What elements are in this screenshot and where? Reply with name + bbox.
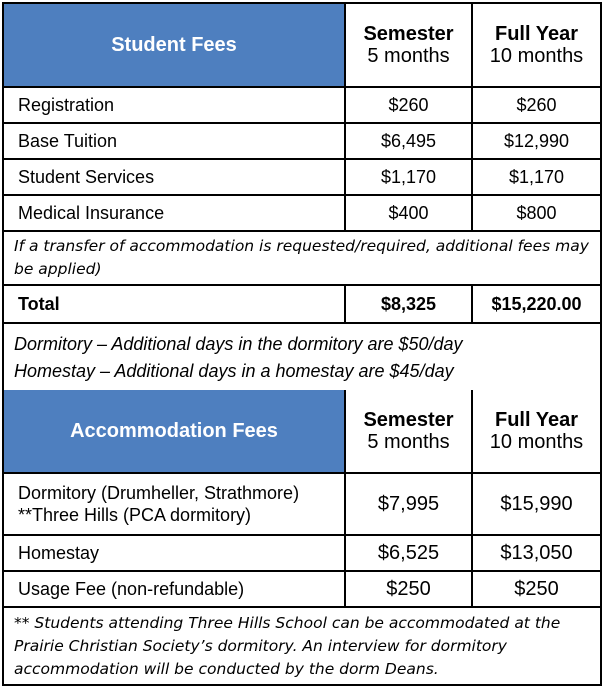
three-hills-dormitory: **Three Hills (PCA dormitory) <box>18 505 252 525</box>
full-year-value: $800 <box>516 202 557 223</box>
full-year-column-header <box>473 4 600 86</box>
semester-duration: 5 months <box>367 431 450 453</box>
fee-label: Base Tuition <box>4 124 346 158</box>
student-fees-title: Student Fees <box>4 4 346 86</box>
semester-value: $6,495 <box>346 124 473 158</box>
semester-value: $1,170 <box>346 160 473 194</box>
full-year-value: $12,990 <box>503 130 570 151</box>
student-fees-header-row <box>4 4 600 88</box>
full-year-value: $1,170 <box>508 166 565 187</box>
table-row <box>4 196 600 232</box>
fees-table <box>2 2 602 686</box>
semester-value: $250 <box>346 572 473 606</box>
full-year-duration: 10 months <box>489 431 584 453</box>
semester-column-header <box>346 4 473 86</box>
accommodation-footnote-row <box>4 608 600 684</box>
total-row <box>4 286 600 324</box>
full-year-value: $250 <box>514 577 559 600</box>
fee-label: Student Services <box>4 160 346 194</box>
table-row <box>4 474 600 536</box>
full-year-value: $260 <box>516 94 557 115</box>
accommodation-fees-title: Accommodation Fees <box>4 390 346 472</box>
fee-label <box>4 474 346 534</box>
full-year-value: $13,050 <box>500 541 573 564</box>
accommodation-fees-header-row <box>4 390 600 474</box>
table-row <box>4 572 600 608</box>
semester-column-header <box>346 390 473 472</box>
total-full-year-value: $15,220.00 <box>491 293 582 314</box>
full-year-label: Full Year <box>494 409 578 431</box>
semester-value: $6,525 <box>346 536 473 570</box>
semester-value: $7,995 <box>346 474 473 534</box>
table-row <box>4 124 600 160</box>
table-row <box>4 536 600 572</box>
semester-label: Semester <box>363 409 454 431</box>
semester-duration: 5 months <box>367 45 450 67</box>
full-year-value: $15,990 <box>500 492 573 515</box>
fee-label: Usage Fee (non-refundable) <box>4 572 346 606</box>
fee-label: Registration <box>4 88 346 122</box>
full-year-label: Full Year <box>494 23 578 45</box>
transfer-note: If a transfer of accommodation is requested/required, additional fees may be applied) <box>14 237 589 278</box>
fee-label: Medical Insurance <box>4 196 346 230</box>
full-year-duration: 10 months <box>489 45 584 67</box>
semester-label: Semester <box>363 23 454 45</box>
semester-value: $260 <box>346 88 473 122</box>
dormitory-note: Dormitory – Additional days in the dormitory are $50/day <box>14 334 463 354</box>
homestay-note: Homestay – Additional days in a homestay are $45/day <box>14 361 454 381</box>
total-label: Total <box>4 286 346 322</box>
fee-label: Homestay <box>4 536 346 570</box>
semester-value: $400 <box>346 196 473 230</box>
accommodation-footnote: ** Students attending Three Hills School can be accommodated at the Prairie Christian Society’s dormitory. An interview for dormitory accommodation will be conducted by the dorm Deans. <box>14 614 561 678</box>
extra-days-notes <box>4 324 600 390</box>
transfer-note-row <box>4 232 600 286</box>
total-semester-value: $8,325 <box>346 286 473 322</box>
dormitory-locations: Dormitory (Drumheller, Strathmore) <box>18 483 300 503</box>
full-year-column-header <box>473 390 600 472</box>
table-row <box>4 160 600 196</box>
table-row <box>4 88 600 124</box>
